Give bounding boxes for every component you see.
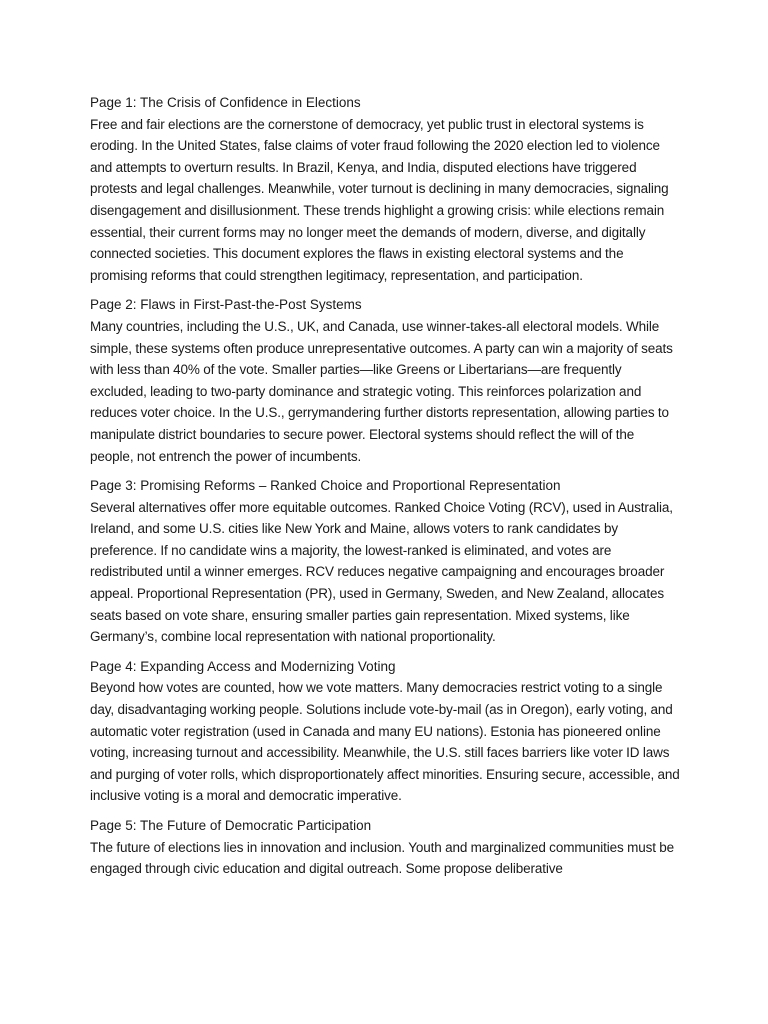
document-page xyxy=(90,92,680,888)
section-5 xyxy=(90,815,680,880)
section-title: Page 3: Promising Reforms – Ranked Choice and Proportional Representation xyxy=(90,478,561,494)
section-2 xyxy=(90,294,680,467)
section-body: Free and fair elections are the cornerstone of democracy, yet public trust in electoral systems is eroding. In the United States, false claims of voter fraud following the 2020 election led to violence and attempts to overturn results. In Brazil, Kenya, and India, disputed elections have triggered protests and legal challenges. Meanwhile, voter turnout is declining in many democracies, signaling disengagement and disillusionment. These trends highlight a growing crisis: while elections remain essential, their current forms may no longer meet the demands of modern, diverse, and digitally connected societies. This document explores the flaws in existing electoral systems and the promising reforms that could strengthen legitimacy, representation, and participation. xyxy=(90,116,669,283)
section-body: The future of elections lies in innovation and inclusion. Youth and marginalized communities must be engaged through civic education and digital outreach. Some propose deliberative xyxy=(90,839,675,877)
section-title: Page 1: The Crisis of Confidence in Elections xyxy=(90,95,361,110)
section-title: Page 2: Flaws in First-Past-the-Post Systems xyxy=(90,297,362,313)
section-4 xyxy=(90,656,680,807)
section-title: Page 4: Expanding Access and Modernizing Voting xyxy=(90,658,396,674)
section-body: Many countries, including the U.S., UK, and Canada, use winner-takes-all electoral models. While simple, these systems often produce unrepresentative outcomes. A party can win a majority of seats with less than 40% of the vote. Smaller parties—like Greens or Libertarians—are frequently excluded, leading to two-party dominance and strategic voting. This reinforces polarization and reduces voter choice. In the U.S., gerrymandering further distorts representation, allowing parties to manipulate district boundaries to secure power. Electoral systems should reflect the will of the people, not entrench the power of incumbents. xyxy=(90,318,673,464)
section-1 xyxy=(90,92,680,286)
section-body: Several alternatives offer more equitable outcomes. Ranked Choice Voting (RCV), used in Australia, Ireland, and some U.S. cities like New York and Maine, allows voters to rank candidates by preference. If no candidate wins a majority, the lowest-ranked is eliminated, and votes are redistributed until a winner emerges. RCV reduces negative campaigning and encourages broader appeal. Proportional Representation (PR), used in Germany, Sweden, and New Zealand, allocates seats based on vote share, ensuring smaller parties gain representation. Mixed systems, like Germany’s, combine local representation with national proportionality. xyxy=(90,499,673,645)
section-title: Page 5: The Future of Democratic Participation xyxy=(90,818,372,833)
section-3 xyxy=(90,475,680,648)
section-body: Beyond how votes are counted, how we vote matters. Many democracies restrict voting to a single day, disadvantaging working people. Solutions include vote-by-mail (as in Oregon), early voting, and automatic voter registration (used in Canada and many EU nations). Estonia has pioneered online voting, increasing turnout and accessibility. Meanwhile, the U.S. still faces barriers like voter ID laws and purging of voter rolls, which disproportionately affect minorities. Ensuring secure, accessible, and inclusive voting is a moral and democratic imperative. xyxy=(90,680,680,804)
